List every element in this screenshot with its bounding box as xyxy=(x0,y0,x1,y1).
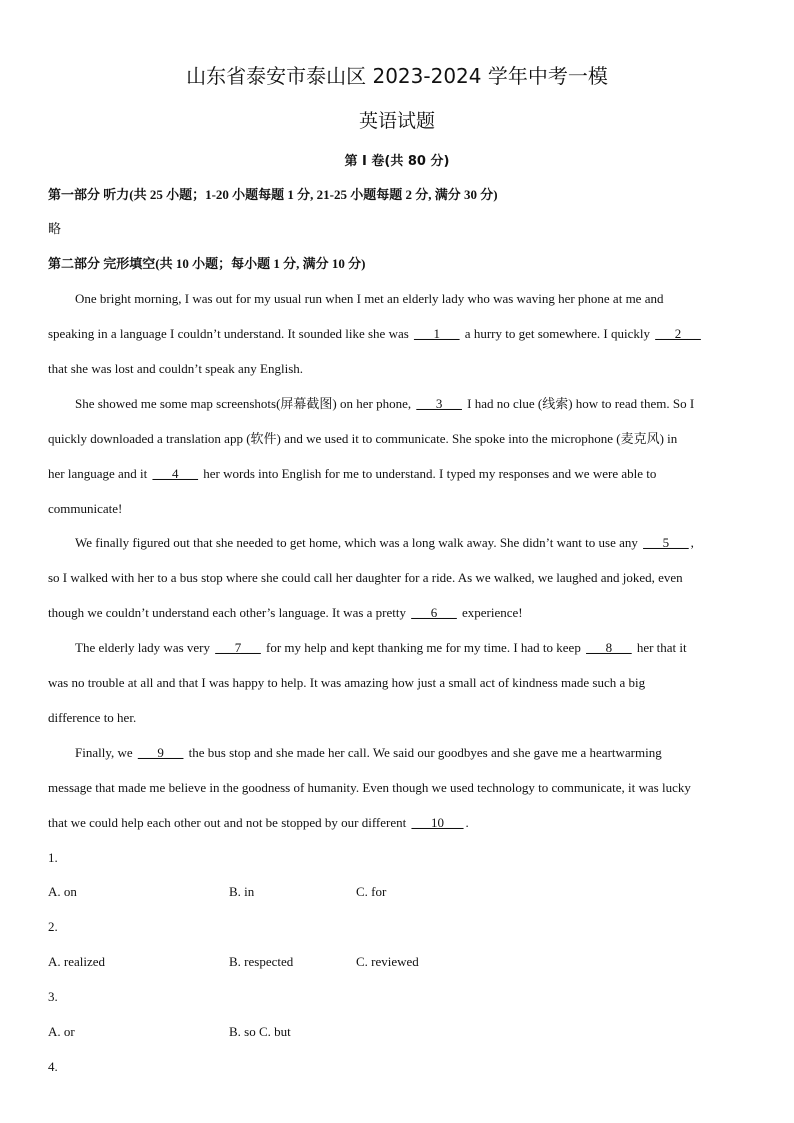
passage-text: experience! xyxy=(458,605,523,620)
passage-line xyxy=(48,744,775,762)
passage-text: her words into English for me to understand. I typed my responses and we were able to xyxy=(200,466,657,481)
passage-line: difference to her. xyxy=(48,710,137,725)
passage-text: that we could help each other out and not be stopped by our different xyxy=(48,815,410,830)
passage-line: was no trouble at all and that I was happy to help. It was amazing how just a small act of kindness made such a big xyxy=(48,675,646,690)
passage-line xyxy=(48,604,748,622)
passage-text: for my help and kept thanking me for my time. I had to keep xyxy=(262,640,585,655)
passage-line xyxy=(48,465,748,483)
question-number: 2. xyxy=(48,919,58,934)
option-b-c[interactable]: B. so C. but xyxy=(229,1024,291,1039)
passage-line: quickly downloaded a translation app (软件) and we used it to communicate. She spoke into the microphone (麦克风) in xyxy=(48,431,678,446)
blank-8: ___8___ xyxy=(586,640,632,655)
passage-text: though we couldn’t understand each other’s language. It was a pretty xyxy=(48,605,410,620)
blank-3: ___3___ xyxy=(416,396,462,411)
passage-line: message that made me believe in the goodness of humanity. Even though we used technology to communicate, it was lucky xyxy=(48,780,691,795)
passage-text: the bus stop and she made her call. We said our goodbyes and she gave me a heartwarming xyxy=(185,745,662,760)
blank-10: ___10___ xyxy=(411,815,464,830)
passage-text: She showed me some map screenshots(屏幕截图) on her phone, xyxy=(75,396,415,411)
passage-line xyxy=(48,639,775,657)
exam-subject: 英语试题 xyxy=(358,110,435,132)
question-number: 3. xyxy=(48,989,58,1004)
option-b[interactable]: B. respected xyxy=(229,954,294,969)
blank-5: ___5___ xyxy=(643,535,689,550)
blank-4: ___4___ xyxy=(152,466,199,481)
passage-text: her that it xyxy=(633,640,687,655)
blank-6: ___6___ xyxy=(411,605,457,620)
question-number: 1. xyxy=(48,850,58,865)
passage-text: . xyxy=(465,815,469,830)
passage-line: communicate! xyxy=(48,501,123,516)
option-b[interactable]: B. in xyxy=(229,884,255,899)
passage-text: I had no clue (线索) how to read them. So I xyxy=(463,396,695,411)
passage-line xyxy=(48,395,775,413)
passage-text: We finally figured out that she needed to get home, which was a long walk away. She didn’t want to use any xyxy=(75,535,642,550)
passage-line: that she was lost and couldn’t speak any English. xyxy=(48,361,304,376)
blank-9: ___9___ xyxy=(137,745,184,760)
passage-text: her language and it xyxy=(48,466,151,481)
passage-line: One bright morning, I was out for my usual run when I met an elderly lady who was waving her phone at me and xyxy=(75,291,664,306)
option-a[interactable]: A. realized xyxy=(48,954,106,969)
passage-text: , xyxy=(690,535,694,550)
part2-heading: 第二部分 完形填空(共 10 小题；每小题 1 分, 满分 10 分) xyxy=(48,256,366,271)
part1-content: 略 xyxy=(48,221,62,236)
option-c[interactable]: C. reviewed xyxy=(356,954,419,969)
part1-heading: 第一部分 听力(共 25 小题；1-20 小题每题 1 分, 21-25 小题每题 2 分, 满分 30 分) xyxy=(48,187,498,202)
blank-1: ___1___ xyxy=(414,326,460,341)
option-a[interactable]: A. or xyxy=(48,1024,75,1039)
option-a[interactable]: A. on xyxy=(48,884,77,899)
passage-line xyxy=(48,814,748,832)
passage-text: a hurry to get somewhere. I quickly xyxy=(461,326,654,341)
passage-text: The elderly lady was very xyxy=(75,640,214,655)
question-number: 4. xyxy=(48,1059,58,1074)
option-c[interactable]: C. for xyxy=(356,884,387,899)
passage-line xyxy=(48,325,748,343)
volume-heading: 第 I 卷(共 80 分) xyxy=(344,154,450,169)
blank-7: ___7___ xyxy=(215,640,261,655)
passage-line xyxy=(48,534,775,552)
passage-line: so I walked with her to a bus stop where she could call her daughter for a ride. As we walked, we laughed and joked, even xyxy=(48,570,683,585)
passage-text: speaking in a language I couldn’t understand. It sounded like she was xyxy=(48,326,413,341)
exam-title: 山东省泰安市泰山区 2023-2024 学年中考一模 xyxy=(186,64,608,88)
passage-text: Finally, we xyxy=(75,745,136,760)
blank-2: ___2___ xyxy=(655,326,701,341)
